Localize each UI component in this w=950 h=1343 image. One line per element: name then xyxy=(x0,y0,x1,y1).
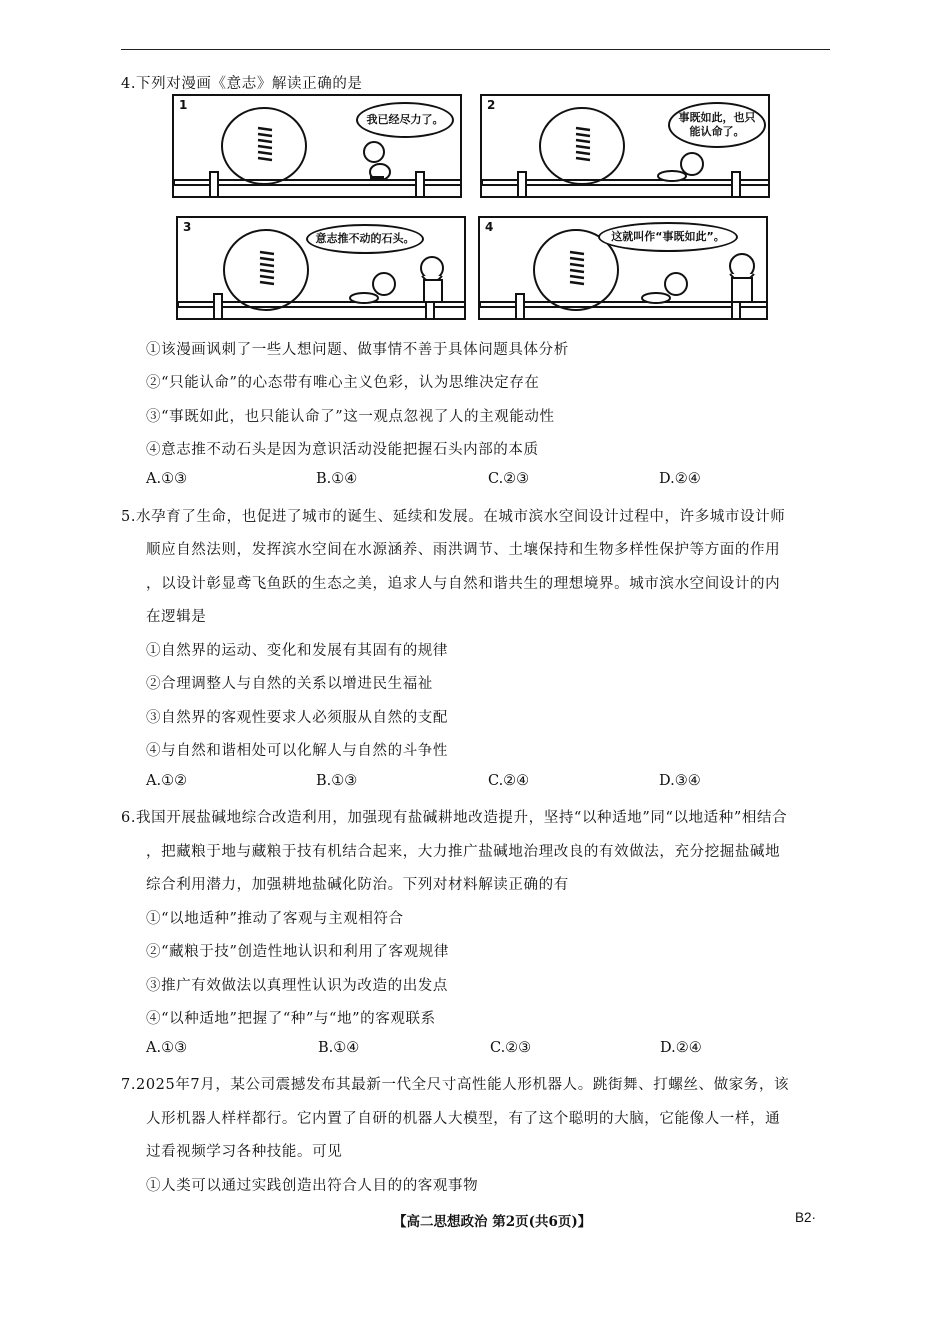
q5-answer-b: B.①③ xyxy=(316,773,358,789)
q5-answer-c: C.②④ xyxy=(488,773,530,789)
q4-answer-d: D.②④ xyxy=(659,471,701,487)
comic-panel-1 xyxy=(172,94,462,198)
q5-stem-line-1: 5.水孕育了生命，也促进了城市的诞生、延续和发展。在城市滨水空间设计过程中，许多城市设计师 xyxy=(121,509,786,525)
q6-answer-d: D.②④ xyxy=(660,1040,702,1056)
q6-option-4: ④“以种适地”把握了“种”与“地”的客观联系 xyxy=(146,1011,436,1027)
q5-option-2: ②合理调整人与自然的关系以增进民生福祉 xyxy=(146,676,433,692)
q6-answer-b: B.①④ xyxy=(318,1040,360,1056)
q5-answer-d: D.③④ xyxy=(659,773,701,789)
q6-option-2: ②“藏粮于技”创造性地认识和利用了客观规律 xyxy=(146,944,449,960)
q4-stem: 4.下列对漫画《意志》解读正确的是 xyxy=(121,76,363,92)
header-rule xyxy=(121,49,830,50)
q7-stem-line-3: 过看视频学习各种技能。可见 xyxy=(146,1144,343,1160)
q6-stem-line-3: 综合利用潜力，加强耕地盐碱化防治。下列对材料解读正确的有 xyxy=(146,877,569,893)
comic-panel-3 xyxy=(176,216,466,320)
q6-option-3: ③推广有效做法以真理性认识为改造的出发点 xyxy=(146,978,448,994)
q5-option-1: ①自然界的运动、变化和发展有其固有的规律 xyxy=(146,643,448,659)
q4-option-1: ①该漫画讽刺了一些人想问题、做事情不善于具体问题具体分析 xyxy=(146,342,569,358)
q4-option-2: ②“只能认命”的心态带有唯心主义色彩，认为思维决定存在 xyxy=(146,375,540,391)
speech-bubble-2: 事既如此，也只能认命了。 xyxy=(668,102,766,148)
q4-option-4: ④意志推不动石头是因为意识活动没能把握石头内部的本质 xyxy=(146,442,539,458)
q5-option-3: ③自然界的客观性要求人必须服从自然的支配 xyxy=(146,710,448,726)
q7-stem-line-1: 7.2025年7月，某公司震撼发布其最新一代全尺寸高性能人形机器人。跳街舞、打螺丝、做家务，该 xyxy=(121,1077,790,1093)
footer-page-info: 【高二思想政治 第2页(共6页)】 xyxy=(393,1214,592,1230)
comic-panel-2 xyxy=(480,94,770,198)
speech-bubble-4: 这就叫作“事既如此”。 xyxy=(598,222,738,252)
q5-stem-line-3: ，以设计彰显鸢飞鱼跃的生态之美，追求人与自然和谐共生的理想境界。城市滨水空间设计的内 xyxy=(146,576,781,592)
speech-bubble-1: 我已经尽力了。 xyxy=(356,102,454,138)
comic-panel-4 xyxy=(478,216,768,320)
q6-answer-a: A.①③ xyxy=(146,1040,188,1056)
comic-willpower xyxy=(172,94,782,320)
q7-option-1: ①人类可以通过实践创造出符合人目的的客观事物 xyxy=(146,1178,479,1194)
q5-stem-line-2: 顺应自然法则，发挥滨水空间在水源涵养、雨洪调节、土壤保持和生物多样性保护等方面的作用 xyxy=(146,542,781,558)
q7-stem-line-2: 人形机器人样样都行。它内置了自研的机器人大模型，有了这个聪明的大脑，它能像人一样，通 xyxy=(146,1111,781,1127)
q6-option-1: ①“以地适种”推动了客观与主观相符合 xyxy=(146,911,404,927)
q5-stem-line-4: 在逻辑是 xyxy=(146,609,207,625)
q6-answer-c: C.②③ xyxy=(490,1040,532,1056)
panel-number: 2 xyxy=(487,98,496,112)
q4-answer-c: C.②③ xyxy=(488,471,530,487)
footer-code: B2· xyxy=(795,1210,817,1225)
panel-number: 1 xyxy=(179,98,188,112)
q4-answer-b: B.①④ xyxy=(316,471,358,487)
q6-stem-line-2: ，把藏粮于地与藏粮于技有机结合起来，大力推广盐碱地治理改良的有效做法，充分挖掘盐碱地 xyxy=(146,844,781,860)
q4-answer-a: A.①③ xyxy=(146,471,188,487)
speech-bubble-3: 意志推不动的石头。 xyxy=(306,224,424,254)
q6-stem-line-1: 6.我国开展盐碱地综合改造利用，加强现有盐碱耕地改造提升，坚持“以种适地”同“以地适种”相结合 xyxy=(121,810,788,826)
q4-option-3: ③“事既如此，也只能认命了”这一观点忽视了人的主观能动性 xyxy=(146,409,555,425)
panel-number: 3 xyxy=(183,220,192,234)
q5-option-4: ④与自然和谐相处可以化解人与自然的斗争性 xyxy=(146,743,448,759)
q5-answer-a: A.①② xyxy=(146,773,188,789)
panel-number: 4 xyxy=(485,220,494,234)
